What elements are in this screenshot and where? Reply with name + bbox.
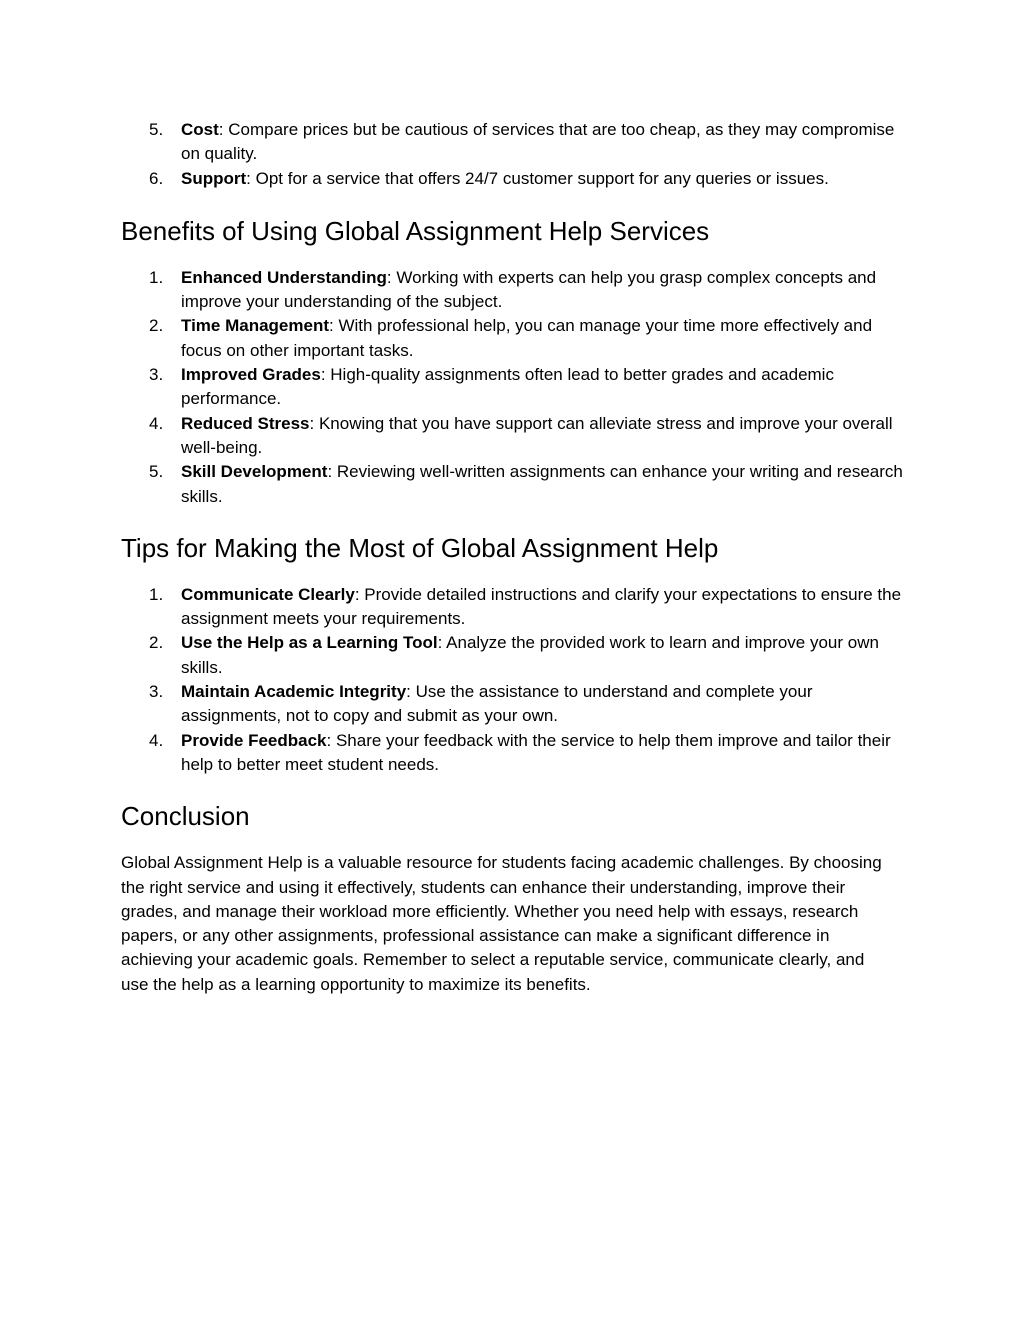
- tips-heading: Tips for Making the Most of Global Assignment Help: [121, 532, 719, 563]
- document-page: [121, 118, 911, 997]
- tips-list: [121, 583, 911, 777]
- list-item: [121, 583, 911, 632]
- list-item: [121, 363, 911, 412]
- list-item-text: : Working with experts can help you grasp complex concepts and improve your understanding of the subject.: [181, 267, 877, 312]
- list-number: 5.: [149, 120, 164, 139]
- list-item: [121, 680, 911, 729]
- list-number: 6.: [149, 168, 164, 188]
- list-item-term: Reduced Stress: [181, 413, 310, 433]
- list-item-text: : Opt for a service that offers 24/7 customer support for any queries or issues.: [246, 168, 829, 188]
- list-number: 2.: [149, 316, 164, 336]
- list-item-term: Provide Feedback: [181, 730, 327, 750]
- list-item-text: : Reviewing well-written assignments can enhance your writing and research skills.: [181, 462, 903, 506]
- list-item-term: Communicate Clearly: [181, 584, 355, 604]
- list-item-term: Improved Grades: [181, 365, 321, 385]
- list-item-term: Use the Help as a Learning Tool: [181, 633, 438, 653]
- list-item: [121, 412, 911, 461]
- list-item-term: Time Management: [181, 316, 330, 336]
- conclusion-paragraph: Global Assignment Help is a valuable resource for students facing academic challenges. By choosing the right service and using it effectively, students can enhance their understanding, improve their grades, and manage their workload more efficiently. Whether you need help with essays, research papers, or any other assignments, professional assistance can make a significant difference in achieving your academic goals. Remember to select a reputable service, communicate clearly, and use the help as a learning opportunity to maximize its benefits.: [121, 853, 882, 994]
- list-item: [121, 631, 911, 680]
- list-item-term: Enhanced Understanding: [181, 267, 387, 287]
- list-item: [121, 167, 911, 191]
- list-number: 2.: [149, 633, 164, 653]
- benefits-heading: Benefits of Using Global Assignment Help Services: [121, 215, 710, 246]
- list-number: 4.: [149, 413, 164, 433]
- selection-criteria-list: [121, 118, 911, 191]
- list-item-text: : Knowing that you have support can alleviate stress and improve your overall well-being.: [181, 413, 893, 457]
- list-item-text: : High-quality assignments often lead to better grades and academic performance.: [181, 365, 834, 409]
- list-item-term: Support: [181, 168, 247, 188]
- list-item: [121, 460, 911, 509]
- list-item-text: : With professional help, you can manage your time more effectively and focus on other important tasks.: [181, 316, 873, 360]
- list-item-term: Skill Development: [181, 462, 328, 482]
- list-number: 1.: [149, 267, 164, 287]
- list-item-text: : Share your feedback with the service to help them improve and tailor their help to better meet student needs.: [181, 730, 891, 774]
- list-item-text: : Provide detailed instructions and clarify your expectations to ensure the assignment meets your requirements.: [181, 584, 902, 629]
- list-number: 1.: [149, 584, 164, 604]
- list-number: 4.: [149, 730, 164, 750]
- list-item: [121, 729, 911, 778]
- list-item: [121, 314, 911, 363]
- list-number: 3.: [149, 365, 164, 385]
- list-item: [121, 118, 911, 167]
- list-number: 5.: [149, 462, 164, 482]
- list-item-text: : Use the assistance to understand and complete your assignments, not to copy and submit as your own.: [181, 682, 813, 726]
- benefits-list: [121, 266, 911, 509]
- list-item: [121, 266, 911, 315]
- list-number: 3.: [149, 682, 164, 702]
- list-item-text: : Analyze the provided work to learn and improve your own skills.: [181, 633, 879, 677]
- conclusion-heading: Conclusion: [121, 801, 250, 832]
- list-item-term: Maintain Academic Integrity: [181, 682, 407, 702]
- list-item-text: : Compare prices but be cautious of services that are too cheap, as they may compromise on quality.: [181, 120, 895, 164]
- list-item-term: Cost: [181, 120, 219, 139]
